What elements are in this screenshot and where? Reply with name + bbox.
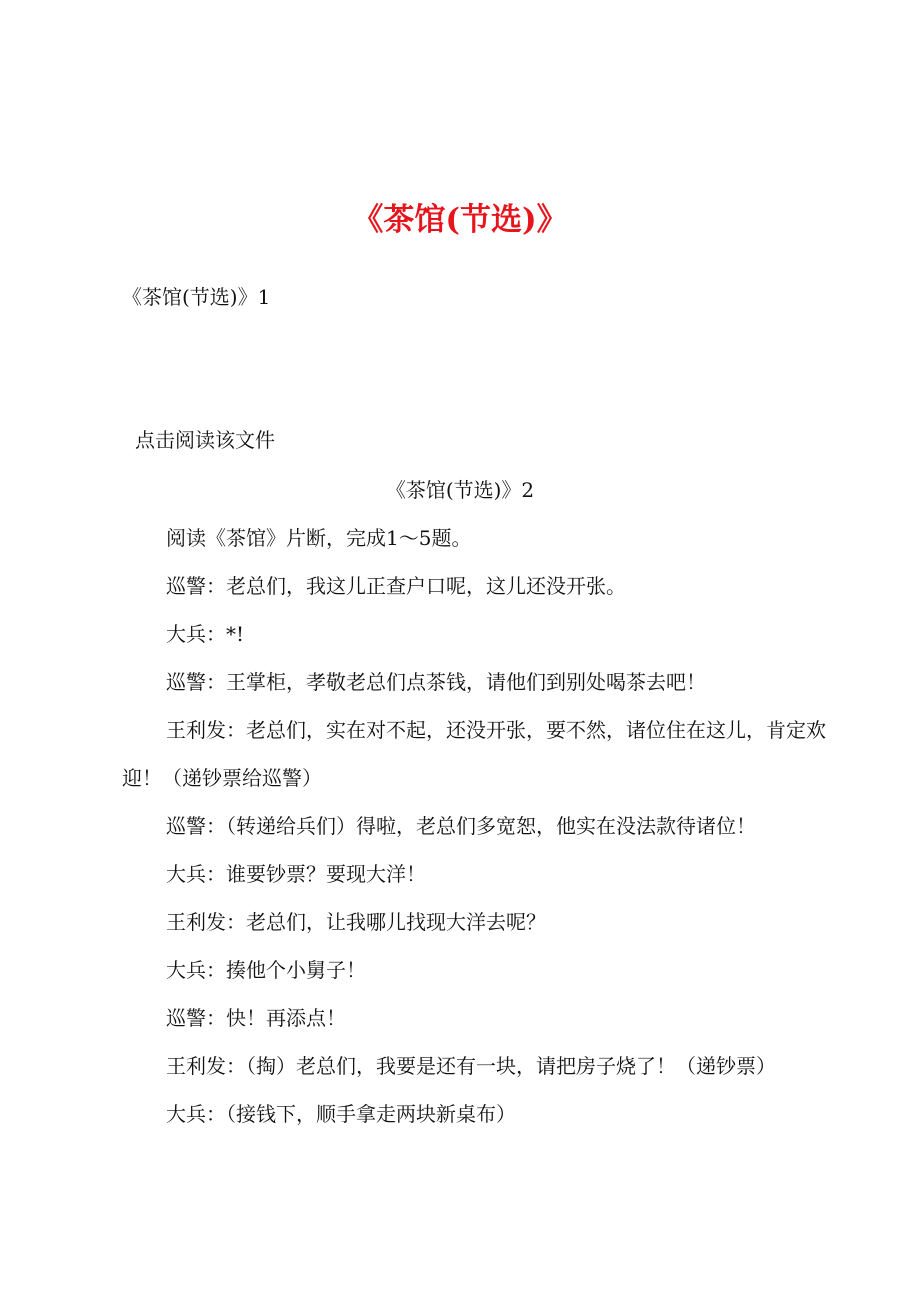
dialogue-line: 巡警：老总们，我这儿正查户口呢，这儿还没开张。: [166, 574, 626, 598]
dialogue-line: 巡警：（转递给兵们）得啦，老总们多宽恕，他实在没法款待诸位！: [166, 814, 756, 838]
reading-instruction: 阅读《茶馆》片断，完成1～5题。: [166, 526, 472, 550]
dialogue-line: 王利发：老总们，让我哪儿找现大洋去呢？: [166, 910, 546, 934]
dialogue-list: [122, 562, 826, 1138]
dialogue-line: 大兵：谁要钞票？要现大洋！: [166, 862, 426, 886]
section-heading-2: 《茶馆(节选)》2: [385, 478, 535, 502]
dialogue-line: 巡警：快！再添点！: [166, 1006, 346, 1030]
dialogue-line: 王利发：（掏）老总们，我要是还有一块，请把房子烧了！（递钞票）: [166, 1054, 776, 1078]
dialogue-line: 王利发：老总们，实在对不起，还没开张，要不然，诸位住在这儿，肯定欢迎！（递钞票给巡警）: [122, 718, 826, 790]
document-title: 《茶馆(节选)》: [352, 202, 568, 238]
dialogue-line: 巡警：王掌柜，孝敬老总们点茶钱，请他们到别处喝茶去吧！: [166, 670, 706, 694]
dialogue-line: 大兵：*!: [166, 622, 245, 646]
dialogue-line: 大兵：（接钱下，顺手拿走两块新桌布）: [166, 1102, 516, 1126]
dialogue-line: 大兵：揍他个小舅子！: [166, 958, 366, 982]
section-heading-1: 《茶馆(节选)》1: [122, 285, 271, 309]
read-file-link[interactable]: 点击阅读该文件: [135, 428, 275, 452]
